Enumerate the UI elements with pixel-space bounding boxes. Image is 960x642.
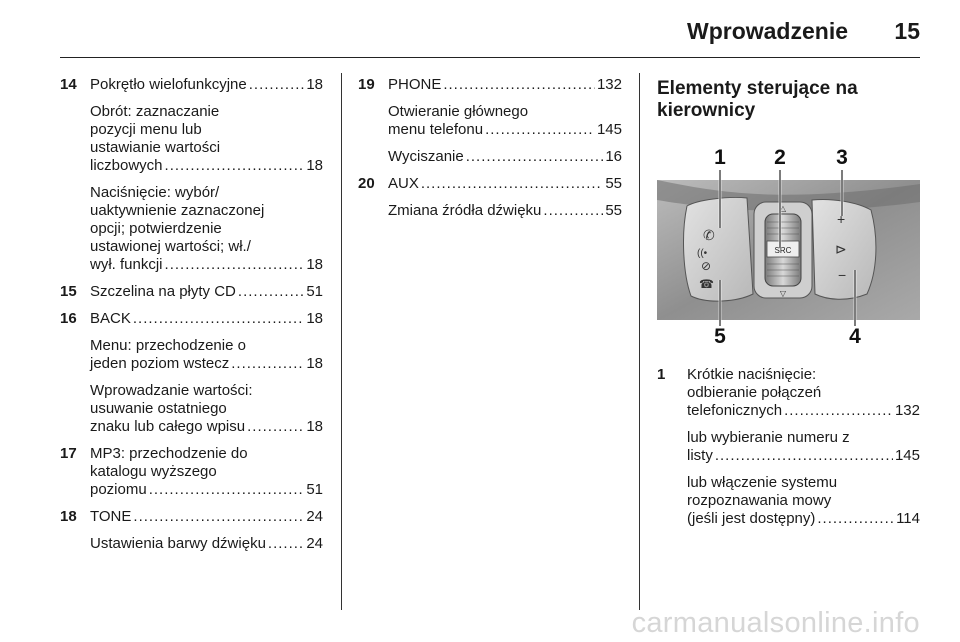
entry-number: 16 xyxy=(60,310,77,327)
page-ref[interactable]: 18 xyxy=(306,418,323,435)
entry-text: listy xyxy=(687,447,713,464)
entry-number: 1 xyxy=(657,366,666,383)
entry-line: rozpoznawania mowy xyxy=(687,492,832,509)
entry-text: (jeśli jest dostępny) xyxy=(687,510,816,527)
toc-leader-row xyxy=(90,283,323,301)
steering-wheel-controls-figure xyxy=(657,144,920,344)
minus-icon: − xyxy=(838,267,847,283)
entry-line: Krótkie naciśnięcie: xyxy=(687,366,817,383)
toc-entry xyxy=(60,283,323,301)
toc-entry xyxy=(60,310,323,328)
column-3-entries xyxy=(657,366,920,528)
page-ref[interactable]: 145 xyxy=(894,447,920,464)
triangle-up-icon: △ xyxy=(779,204,787,213)
toc-sub-entry xyxy=(687,429,920,465)
left-button-pad xyxy=(684,197,753,301)
callout-2: 2 xyxy=(774,146,786,169)
entry-text: Ustawienia barwy dźwięku xyxy=(90,535,266,552)
toc-entry xyxy=(358,76,622,94)
entry-line: uaktywnienie zaznaczonej xyxy=(90,202,265,219)
page-ref[interactable]: 18 xyxy=(306,157,323,174)
column-divider-1 xyxy=(341,73,342,610)
dot-leader xyxy=(543,202,603,220)
entry-text: liczbowych xyxy=(90,157,163,174)
entry-text: Zmiana źródła dźwięku xyxy=(388,202,542,219)
toc-entry xyxy=(60,445,323,499)
toc-sub-entry xyxy=(90,535,323,553)
dot-leader xyxy=(485,121,595,139)
page-number: 15 xyxy=(894,18,920,44)
toc-leader-row xyxy=(388,76,622,94)
entry-line: lub wybieranie numeru z xyxy=(687,429,850,446)
toc-leader-row xyxy=(687,510,920,528)
toc-leader-row xyxy=(90,418,323,436)
column-divider-2 xyxy=(639,73,640,610)
dot-leader xyxy=(715,447,893,465)
dot-leader xyxy=(133,508,304,526)
dot-leader xyxy=(149,481,305,499)
header-rule xyxy=(60,57,920,58)
steering-wheel-controls-illustration xyxy=(657,144,920,344)
page-ref[interactable]: 18 xyxy=(306,310,323,327)
callout-5: 5 xyxy=(714,325,726,344)
toc-leader-row xyxy=(90,481,323,499)
toc-sub-entry xyxy=(90,382,323,436)
dot-leader xyxy=(165,157,305,175)
entry-line: Obrót: zaznaczanie xyxy=(90,103,220,120)
entry-line: lub włączenie systemu xyxy=(687,474,838,491)
entry-text: telefonicznych xyxy=(687,402,783,419)
entry-text: TONE xyxy=(90,508,132,525)
toc-leader-row xyxy=(687,447,920,465)
dot-leader xyxy=(133,310,304,328)
entry-line: odbieranie połączeń xyxy=(687,384,822,401)
entry-line: ustawianie wartości xyxy=(90,139,221,156)
entry-line: ustawionej wartości; wł./ xyxy=(90,238,251,255)
callout-3: 3 xyxy=(836,146,848,169)
entry-line: usuwanie ostatniego xyxy=(90,400,227,417)
page-ref[interactable]: 55 xyxy=(605,175,622,192)
toc-leader-row xyxy=(388,175,622,193)
toc-sub-entry xyxy=(90,184,323,274)
toc-sub-entry xyxy=(687,474,920,528)
section-title: Elementy sterujące na kierownicy xyxy=(657,78,858,121)
callout-4: 4 xyxy=(849,325,861,344)
dot-leader xyxy=(247,418,304,436)
entry-line: MP3: przechodzenie do xyxy=(90,445,248,462)
entry-number: 19 xyxy=(358,76,375,93)
dot-leader xyxy=(249,76,305,94)
callout-1: 1 xyxy=(714,146,726,169)
dot-leader xyxy=(784,402,893,420)
column-2 xyxy=(358,76,622,229)
dot-leader xyxy=(443,76,595,94)
toc-leader-row xyxy=(388,202,622,220)
src-label: SRC xyxy=(774,246,792,255)
toc-leader-row xyxy=(90,76,323,94)
entry-line: opcji; potwierdzenie xyxy=(90,220,222,237)
page-ref[interactable]: 24 xyxy=(306,535,323,552)
entry-text: jeden poziom wstecz xyxy=(90,355,230,372)
dot-leader xyxy=(466,148,604,166)
toc-sub-entry xyxy=(388,202,622,220)
toc-entry xyxy=(657,366,920,420)
phone-icon: ✆ xyxy=(703,227,715,243)
toc-leader-row xyxy=(90,157,323,175)
mute-icon: ⊘ xyxy=(701,259,712,273)
dot-leader xyxy=(421,175,603,193)
page-header xyxy=(0,0,960,58)
toc-entry xyxy=(60,76,323,94)
page-ref[interactable]: 55 xyxy=(605,202,622,219)
entry-text: BACK xyxy=(90,310,131,327)
voice-icon: ((• xyxy=(697,248,708,259)
page-ref[interactable]: 18 xyxy=(306,76,323,93)
entry-text: poziomu xyxy=(90,481,147,498)
page-ref[interactable]: 16 xyxy=(605,148,622,165)
column-3 xyxy=(657,76,920,537)
page-ref[interactable]: 18 xyxy=(306,256,323,273)
page-ref[interactable]: 51 xyxy=(306,481,323,498)
page-ref[interactable]: 132 xyxy=(596,76,622,93)
column-1 xyxy=(60,76,323,562)
toc-entry xyxy=(358,175,622,193)
toc-sub-entry xyxy=(90,337,323,373)
triangle-down-icon: ▽ xyxy=(779,289,787,298)
entry-number: 17 xyxy=(60,445,77,462)
entry-number: 20 xyxy=(358,175,375,192)
dot-leader xyxy=(231,355,304,373)
entry-line: Otwieranie głównego xyxy=(388,103,529,120)
entry-number: 15 xyxy=(60,283,77,300)
dot-leader xyxy=(268,535,304,553)
toc-sub-entry xyxy=(388,103,622,139)
hang-up-icon: ☎ xyxy=(699,277,714,291)
toc-leader-row xyxy=(90,508,323,526)
page-ref[interactable]: 145 xyxy=(596,121,622,138)
toc-sub-entry xyxy=(90,103,323,175)
entry-line: pozycji menu lub xyxy=(90,121,202,138)
entry-number: 18 xyxy=(60,508,77,525)
page-title: Wprowadzenie xyxy=(686,18,848,44)
entry-text: AUX xyxy=(388,175,419,192)
plus-icon: + xyxy=(837,211,846,227)
dot-leader xyxy=(165,256,305,274)
page-ref[interactable]: 18 xyxy=(306,355,323,372)
toc-leader-row xyxy=(90,535,323,553)
toc-sub-entry xyxy=(388,148,622,166)
entry-text: Pokrętło wielofunkcyjne xyxy=(90,76,247,93)
page-ref[interactable]: 114 xyxy=(896,510,920,527)
volume-icon: ⊳ xyxy=(835,241,847,257)
watermark: carmanualsonline.info xyxy=(631,607,920,639)
entry-line: Menu: przechodzenie o xyxy=(90,337,246,354)
toc-leader-row xyxy=(90,310,323,328)
toc-leader-row xyxy=(90,256,323,274)
toc-leader-row xyxy=(388,121,622,139)
entry-line: Wprowadzanie wartości: xyxy=(90,382,253,399)
entry-text: wył. funkcji xyxy=(90,256,163,273)
entry-text: Wyciszanie xyxy=(388,148,464,165)
page-ref[interactable]: 51 xyxy=(306,283,323,300)
entry-line: Naciśnięcie: wybór/ xyxy=(90,184,220,201)
entry-line: katalogu wyższego xyxy=(90,463,217,480)
toc-entry xyxy=(60,508,323,526)
entry-text: znaku lub całego wpisu xyxy=(90,418,246,435)
dot-leader xyxy=(817,510,894,528)
entry-text: Szczelina na płyty CD xyxy=(90,283,236,300)
toc-leader-row xyxy=(687,402,920,420)
entry-text: menu telefonu xyxy=(388,121,484,138)
entry-text: PHONE xyxy=(388,76,442,93)
toc-leader-row xyxy=(388,148,622,166)
dot-leader xyxy=(238,283,304,301)
page-ref[interactable]: 24 xyxy=(306,508,323,525)
toc-leader-row xyxy=(90,355,323,373)
page-ref[interactable]: 132 xyxy=(894,402,920,419)
entry-number: 14 xyxy=(60,76,77,93)
